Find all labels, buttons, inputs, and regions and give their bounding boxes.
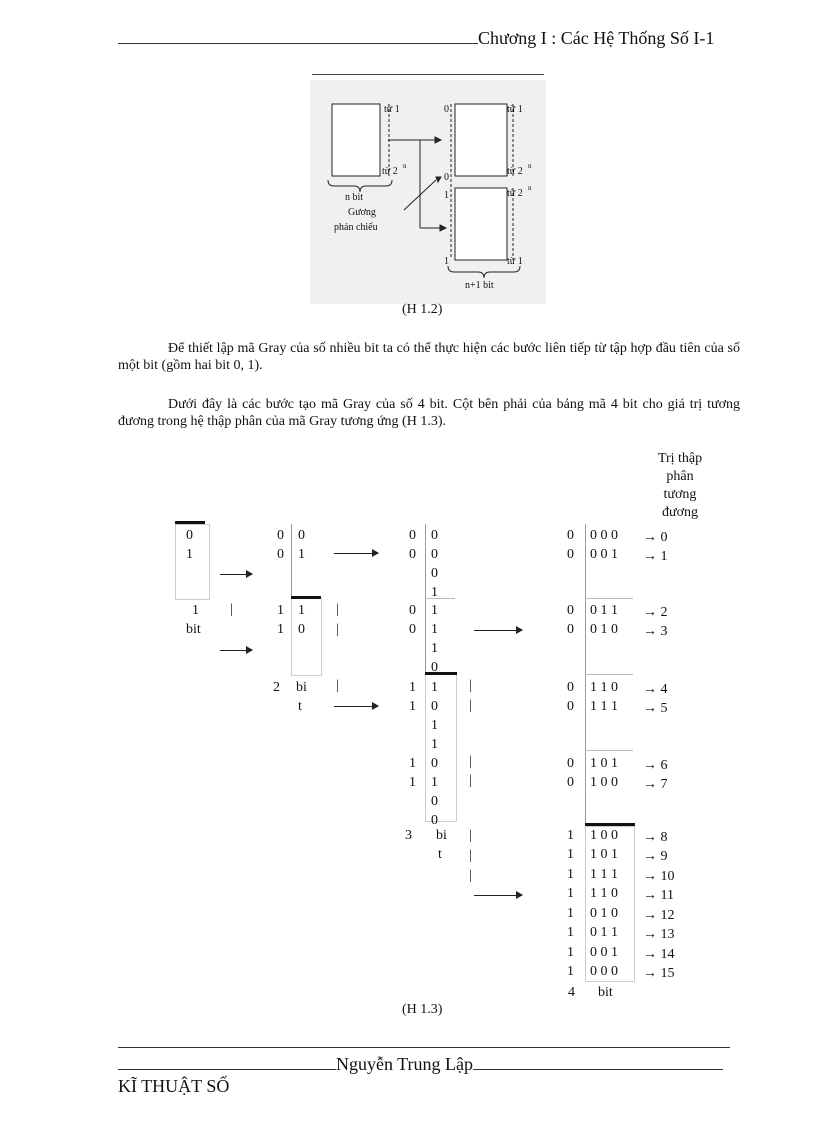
fig-sup: n bbox=[528, 184, 532, 192]
col4-decimal: → 2 bbox=[643, 605, 668, 620]
col4-bits: 1 0 0 bbox=[590, 828, 618, 843]
decimal-header-line: tương bbox=[663, 487, 697, 502]
fig-label: từ 1 bbox=[507, 104, 523, 115]
col3-label: 3 bbox=[405, 828, 412, 843]
col3-prefix: 0 bbox=[409, 603, 416, 618]
col4-bits: 0 1 1 bbox=[590, 925, 618, 940]
separator: | bbox=[469, 678, 472, 693]
col4-prefix: 0 bbox=[567, 680, 574, 695]
col3-rule bbox=[425, 598, 455, 599]
header-rule bbox=[118, 29, 478, 44]
footer-rule-right bbox=[473, 1055, 723, 1070]
col4-prefix: 1 bbox=[567, 964, 574, 979]
col3-box bbox=[425, 674, 457, 822]
col2-prefix: 0 bbox=[277, 547, 284, 562]
fig-label: từ 1 bbox=[384, 104, 400, 115]
fig-label: n bit bbox=[345, 192, 364, 203]
col3-prefix: 1 bbox=[409, 756, 416, 771]
col4-label-bits: bit bbox=[598, 985, 613, 1000]
mirror-diagram bbox=[310, 80, 546, 304]
col4-prefix: 0 bbox=[567, 699, 574, 714]
col2-label: 2 bbox=[273, 680, 280, 695]
col4-decimal: → 10 bbox=[643, 869, 675, 884]
col4-prefix: 0 bbox=[567, 603, 574, 618]
col4-prefix: 1 bbox=[567, 945, 574, 960]
col4-prefix: 0 bbox=[567, 547, 574, 562]
col4-bits: 0 1 0 bbox=[590, 906, 618, 921]
col4-bits: 1 1 1 bbox=[590, 699, 618, 714]
col4-bits: 0 0 1 bbox=[590, 547, 618, 562]
col4-decimal: → 5 bbox=[643, 701, 668, 716]
col2-prefix: 1 bbox=[277, 622, 284, 637]
col4-bits: 1 0 1 bbox=[590, 847, 618, 862]
col3-bit: 0 bbox=[431, 756, 438, 771]
col4-decimal: → 6 bbox=[643, 758, 668, 773]
col3-mirror-bar bbox=[425, 672, 457, 675]
col4-prefix: 0 bbox=[567, 756, 574, 771]
fig-label: 1 bbox=[444, 256, 449, 267]
decimal-header-line: đương bbox=[662, 505, 698, 520]
col3-bit: 0 bbox=[431, 699, 438, 714]
separator: | bbox=[230, 602, 233, 617]
separator: | bbox=[469, 698, 472, 713]
col1-label-bit: bit bbox=[186, 622, 201, 637]
fig-label: từ 2 bbox=[507, 188, 523, 199]
separator: | bbox=[469, 848, 472, 863]
col3-bit: 0 bbox=[431, 547, 438, 562]
col3-bit: 1 bbox=[431, 603, 438, 618]
fig-label: phản chiếu bbox=[334, 222, 378, 233]
col4-bits: 1 0 0 bbox=[590, 775, 618, 790]
col4-prefix: 1 bbox=[567, 847, 574, 862]
col4-bits: 0 1 0 bbox=[590, 622, 618, 637]
fig-label: n+1 bit bbox=[465, 280, 494, 291]
col3-bit: 1 bbox=[431, 585, 438, 600]
arrow-1 bbox=[220, 574, 252, 575]
col3-bit: 0 bbox=[431, 794, 438, 809]
col3-prefix: 1 bbox=[409, 699, 416, 714]
col4-prefix: 1 bbox=[567, 925, 574, 940]
col3-bit: 0 bbox=[431, 566, 438, 581]
fig-label: từ 1 bbox=[507, 256, 523, 267]
col4-decimal: → 11 bbox=[643, 888, 674, 903]
col4-bits: 1 1 0 bbox=[590, 886, 618, 901]
col3-bit: 1 bbox=[431, 775, 438, 790]
col4-rule bbox=[585, 598, 633, 599]
decimal-header-line: phân bbox=[666, 469, 694, 484]
col4-decimal: → 14 bbox=[643, 947, 675, 962]
col4-prefix: 1 bbox=[567, 886, 574, 901]
col3-prefix: 0 bbox=[409, 528, 416, 543]
fig-label: từ 2 bbox=[507, 166, 523, 177]
col4-prefix: 1 bbox=[567, 828, 574, 843]
fig-sup: n bbox=[528, 162, 532, 170]
col4-bits: 0 0 1 bbox=[590, 945, 618, 960]
separator: | bbox=[469, 754, 472, 769]
col3-bit: 1 bbox=[431, 737, 438, 752]
col4-decimal: → 12 bbox=[643, 908, 675, 923]
paragraph-1: Để thiết lập mã Gray của số nhiều bit ta có thể thực hiện các bước liên tiếp từ tập hợp đầu tiên của số một bit (gồm hai bit 0, 1). bbox=[118, 341, 740, 373]
separator: | bbox=[469, 773, 472, 788]
col1-row: 1 bbox=[186, 547, 193, 562]
col3-prefix: 0 bbox=[409, 622, 416, 637]
col4-decimal: → 8 bbox=[643, 830, 668, 845]
fig-label: từ 2 bbox=[382, 166, 398, 177]
col3-bit: 0 bbox=[431, 660, 438, 675]
decimal-header bbox=[640, 450, 720, 522]
fig-label: Gương bbox=[348, 207, 376, 218]
col4-prefix: 0 bbox=[567, 528, 574, 543]
caption-h1-2: (H 1.2) bbox=[402, 302, 443, 317]
col4-prefix: 1 bbox=[567, 906, 574, 921]
col3-prefix: 1 bbox=[409, 775, 416, 790]
col4-bits: 1 0 1 bbox=[590, 756, 618, 771]
col3-bit: 1 bbox=[431, 622, 438, 637]
col3-bit: 1 bbox=[431, 718, 438, 733]
fig-sup: n bbox=[403, 162, 407, 170]
col4-decimal: → 1 bbox=[643, 549, 668, 564]
col3-prefix: 0 bbox=[409, 547, 416, 562]
col2-bit: 1 bbox=[298, 603, 305, 618]
arrow-4 bbox=[334, 706, 378, 707]
col4-decimal: → 3 bbox=[643, 624, 668, 639]
col4-prefix: 0 bbox=[567, 775, 574, 790]
col3-bit: 0 bbox=[431, 528, 438, 543]
col4-rule bbox=[585, 674, 633, 675]
col2-bit: 0 bbox=[298, 528, 305, 543]
fig-label: 1 bbox=[444, 190, 449, 201]
col4-bits: 0 1 1 bbox=[590, 603, 618, 618]
col2-label-bits: bi bbox=[296, 680, 307, 695]
col2-prefix: 1 bbox=[277, 603, 284, 618]
caption-h1-3: (H 1.3) bbox=[402, 1002, 443, 1017]
col4-bits: 1 1 0 bbox=[590, 680, 618, 695]
col1-label: 1 bbox=[192, 603, 199, 618]
col2-bit: 0 bbox=[298, 622, 305, 637]
separator: | bbox=[469, 868, 472, 883]
col4-bits: 0 0 0 bbox=[590, 964, 618, 979]
footer-rule-left bbox=[118, 1055, 336, 1070]
col4-decimal: → 15 bbox=[643, 966, 675, 981]
arrow-3 bbox=[334, 553, 378, 554]
col3-label-bits: bi bbox=[436, 828, 447, 843]
fig-label: 0 bbox=[444, 104, 449, 115]
col4-decimal: → 9 bbox=[643, 849, 668, 864]
fig-label: 0 bbox=[444, 172, 449, 183]
col4-bits: 1 1 1 bbox=[590, 867, 618, 882]
col1-row: 0 bbox=[186, 528, 193, 543]
col2-bit: 1 bbox=[298, 547, 305, 562]
footer-rule bbox=[118, 1047, 730, 1048]
arrow-5 bbox=[474, 630, 522, 631]
arrow-2 bbox=[220, 650, 252, 651]
col4-label: 4 bbox=[568, 985, 575, 1000]
col4-prefix: 0 bbox=[567, 622, 574, 637]
col4-decimal: → 13 bbox=[643, 927, 675, 942]
col4-bits: 0 0 0 bbox=[590, 528, 618, 543]
col4-rule bbox=[585, 750, 633, 751]
figure-top-rule bbox=[312, 74, 544, 75]
col4-decimal: → 0 bbox=[643, 530, 668, 545]
figure-h1-2 bbox=[310, 80, 546, 304]
separator: | bbox=[469, 828, 472, 843]
author: Nguyễn Trung Lập bbox=[336, 1054, 474, 1074]
footer-author-line bbox=[118, 1054, 730, 1075]
chapter-title: Chương I : Các Hệ Thống Số I-1 bbox=[478, 28, 715, 48]
decimal-header-line: Trị thập bbox=[657, 451, 703, 466]
col4-prefix: 1 bbox=[567, 867, 574, 882]
col4-decimal: → 4 bbox=[643, 682, 668, 697]
col3-prefix: 1 bbox=[409, 680, 416, 695]
col3-bit: 1 bbox=[431, 641, 438, 656]
col2-prefix: 0 bbox=[277, 528, 284, 543]
page-header bbox=[118, 28, 728, 49]
col3-bit: 1 bbox=[431, 680, 438, 695]
arrow-6 bbox=[474, 895, 522, 896]
col3-label-t: t bbox=[438, 847, 442, 862]
col3-bit: 0 bbox=[431, 813, 438, 828]
separator: | bbox=[336, 602, 339, 617]
subject: KĨ THUẬT SỐ bbox=[118, 1076, 230, 1096]
separator: | bbox=[336, 622, 339, 637]
col2-mirror-bar bbox=[291, 596, 321, 599]
paragraph-2: Dưới đây là các bước tạo mã Gray của số 4 bit. Cột bên phải của bảng mã 4 bit cho giá trị tương đương trong hệ thập phân của mã Gray tương ứng (H 1.3). bbox=[118, 397, 740, 429]
col4-decimal: → 7 bbox=[643, 777, 668, 792]
col2-label-t: t bbox=[298, 699, 302, 714]
separator: | bbox=[336, 678, 339, 693]
col2-box bbox=[291, 598, 322, 676]
